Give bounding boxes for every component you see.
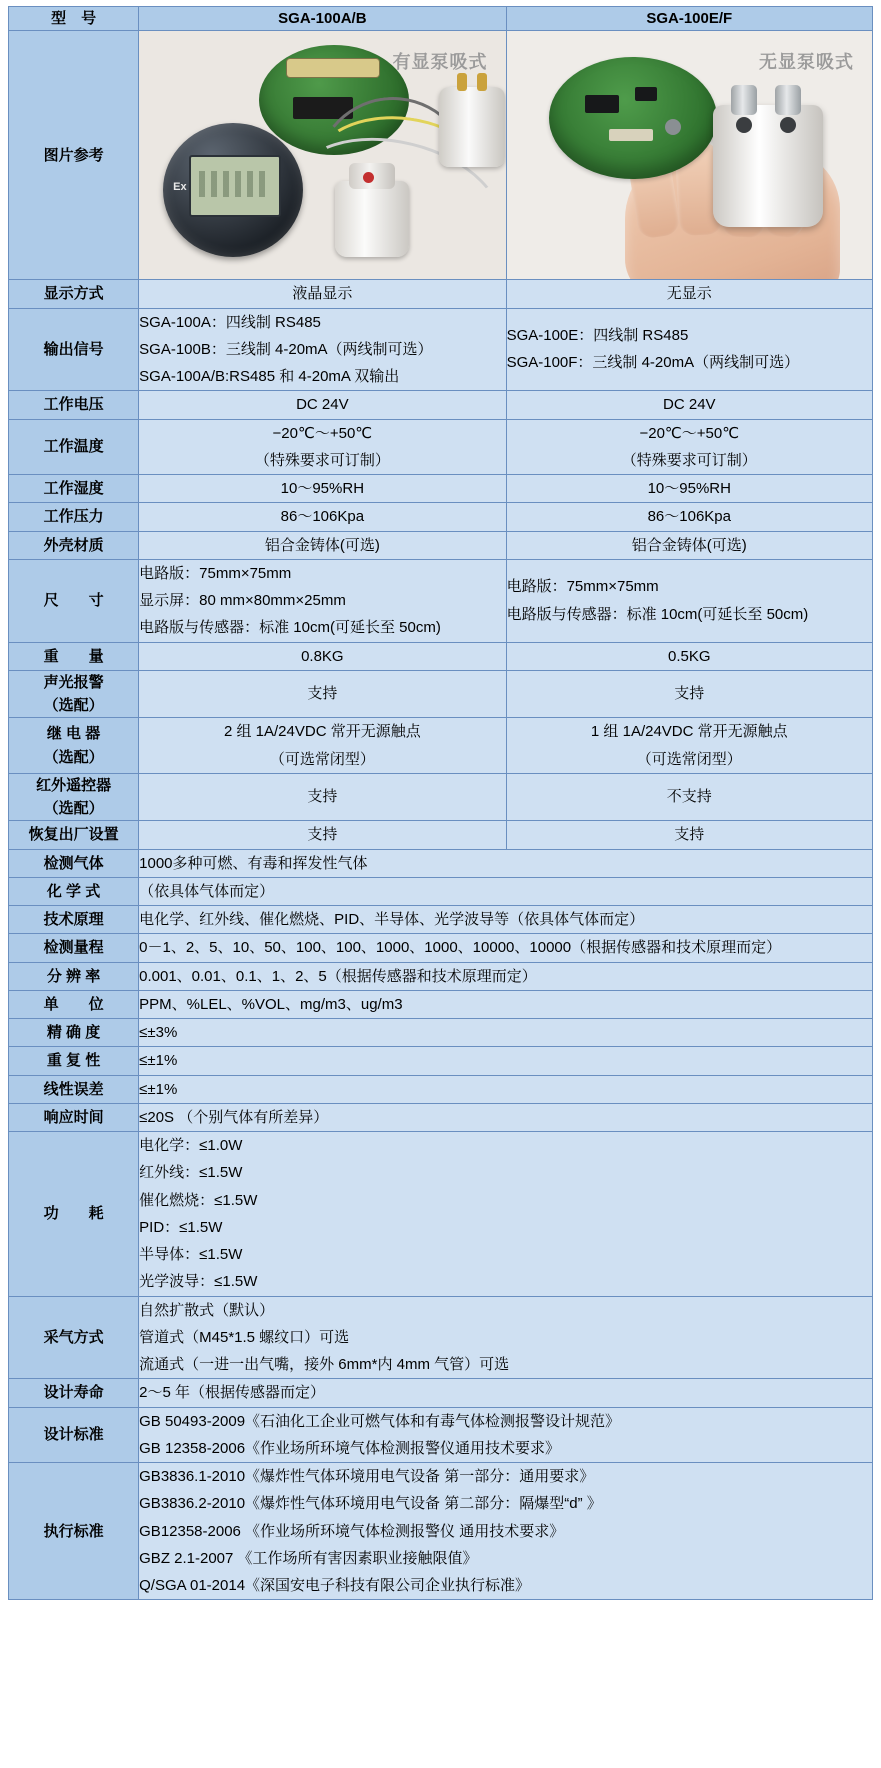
value-line: ≤20S （个别气体有所差异）	[139, 1108, 329, 1126]
row-label: 检测量程	[9, 934, 139, 962]
value-line: 0.001、0.01、0.1、1、2、5（根据传感器和技术原理而定）	[139, 967, 537, 985]
value-line: 铝合金铸体(可选)	[264, 536, 380, 554]
value-line: （可选常闭型）	[269, 750, 375, 768]
cell-value-b	[506, 308, 872, 391]
row-label: 功 耗	[9, 1132, 139, 1297]
cell-value-span	[139, 1103, 873, 1131]
row-label: 尺 寸	[9, 559, 139, 642]
value-line: GB 50493-2009《石油化工企业可燃气体和有毒气体检测报警设计规范》	[139, 1412, 621, 1430]
table-row	[9, 773, 873, 821]
row-label: 重 量	[9, 642, 139, 670]
cell-value-b	[506, 670, 872, 718]
table-row	[9, 31, 873, 280]
row-label-line: 声光报警	[43, 673, 104, 691]
row-label: 显示方式	[9, 280, 139, 308]
value-line: 支持	[674, 826, 705, 844]
table-row	[9, 475, 873, 503]
table-row	[9, 934, 873, 962]
row-label: 工作湿度	[9, 475, 139, 503]
row-label: 外壳材质	[9, 531, 139, 559]
value-line: （特殊要求可订制）	[621, 451, 757, 469]
row-label: 执行标准	[9, 1463, 139, 1600]
cell-value-span	[139, 1379, 873, 1407]
value-line: 无显示	[666, 285, 712, 303]
cell-value-a	[139, 718, 506, 774]
row-label: 单 位	[9, 990, 139, 1018]
value-line: 86～106Kpa	[280, 508, 365, 526]
table-row	[9, 877, 873, 905]
cell-value-a	[139, 821, 506, 849]
row-label: 重 复 性	[9, 1047, 139, 1075]
row-label-line: 红外遥控器	[36, 776, 112, 794]
cell-value-span	[139, 990, 873, 1018]
value-line: 0－1、2、5、10、50、100、100、1000、1000、10000、10000（根据传感器和技术原理而定）	[139, 939, 782, 957]
row-label: 输出信号	[9, 308, 139, 391]
cell-value-a	[139, 531, 506, 559]
cell-value-b	[506, 773, 872, 821]
value-line: ≤±1%	[139, 1052, 178, 1070]
row-label: 图片参考	[9, 31, 139, 280]
table-body	[9, 7, 873, 1600]
cell-value-span	[139, 1047, 873, 1075]
model-column-b: SGA-100E/F	[506, 7, 872, 31]
row-label: 工作电压	[9, 391, 139, 419]
value-line: Q/SGA 01-2014《深国安电子科技有限公司企业执行标准》	[139, 1577, 531, 1594]
value-line: 显示屏：80 mm×80mm×25mm	[139, 592, 346, 609]
product-photo-a	[139, 31, 506, 280]
cell-value-a	[139, 670, 506, 718]
value-line: GB12358-2006 《作业场所环境气体检测报警仪 通用技术要求》	[139, 1522, 565, 1540]
table-row	[9, 1019, 873, 1047]
table-row	[9, 670, 873, 718]
row-label: 恢复出厂设置	[9, 821, 139, 849]
value-line: 支持	[307, 685, 338, 703]
value-line: SGA-100B：三线制 4-20mA（两线制可选）	[139, 340, 433, 358]
cell-value-b	[506, 280, 872, 308]
cell-value-span	[139, 1132, 873, 1297]
cell-value-span	[139, 1296, 873, 1379]
value-line: PPM、%LEL、%VOL、mg/m3、ug/m3	[139, 995, 403, 1013]
cell-value-a	[139, 642, 506, 670]
cell-value-span	[139, 877, 873, 905]
cell-value-b	[506, 531, 872, 559]
table-row	[9, 906, 873, 934]
cell-value-span	[139, 962, 873, 990]
cell-value-b	[506, 821, 872, 849]
photo-caption-a: 有显泵吸式	[392, 52, 488, 73]
table-row	[9, 308, 873, 391]
cell-value-b	[506, 559, 872, 642]
value-line: 铝合金铸体(可选)	[631, 536, 747, 554]
cell-value-a	[139, 773, 506, 821]
value-line: GBZ 2.1-2007 《工作场所有害因素职业接触限值》	[139, 1549, 478, 1567]
value-line: 2～5 年（根据传感器而定）	[139, 1384, 325, 1402]
value-line: （可选常闭型）	[636, 750, 742, 768]
value-line: PID：≤1.5W	[139, 1218, 223, 1236]
row-label: 型 号	[9, 7, 139, 31]
value-line: SGA-100F：三线制 4-20mA（两线制可选）	[506, 354, 800, 372]
value-line: 0.5KG	[668, 647, 711, 665]
table-header-row	[9, 7, 873, 31]
value-line: 1000多种可燃、有毒和挥发性气体	[139, 854, 368, 872]
value-line: 支持	[307, 826, 338, 844]
cell-value-b	[506, 642, 872, 670]
row-label: 分 辨 率	[9, 962, 139, 990]
table-row	[9, 559, 873, 642]
value-line: 不支持	[666, 788, 712, 806]
row-label	[9, 670, 139, 718]
table-row	[9, 280, 873, 308]
specification-table	[8, 6, 873, 1600]
cell-value-b	[506, 419, 872, 475]
cell-value-span	[139, 1463, 873, 1600]
pump-sensor-image	[713, 105, 823, 227]
value-line: 2 组 1A/24VDC 常开无源触点	[223, 723, 421, 741]
row-label: 精 确 度	[9, 1019, 139, 1047]
value-line: 86～106Kpa	[647, 508, 731, 526]
value-line: 10～95%RH	[647, 480, 731, 497]
product-photo-b	[506, 31, 872, 280]
value-line: 支持	[674, 685, 705, 703]
value-line: 管道式（M45*1.5 螺纹口）可选	[139, 1328, 350, 1346]
cell-value-a	[139, 391, 506, 419]
value-line: SGA-100A/B:RS485 和 4-20mA 双输出	[139, 368, 400, 385]
sensor-probe-image	[335, 181, 409, 257]
value-line: GB 12358-2006《作业场所环境气体检测报警仪通用技术要求》	[139, 1439, 561, 1457]
row-label: 工作压力	[9, 503, 139, 531]
cell-value-b	[506, 503, 872, 531]
value-line: 电化学、红外线、催化燃烧、PID、半导体、光学波导等（依具体气体而定）	[139, 911, 645, 928]
value-line: 10～95%RH	[280, 480, 365, 497]
row-label: 设计寿命	[9, 1379, 139, 1407]
cell-value-span	[139, 1075, 873, 1103]
row-label: 工作温度	[9, 419, 139, 475]
table-row	[9, 391, 873, 419]
table-row	[9, 962, 873, 990]
value-line: 支持	[307, 788, 338, 806]
value-line: −20℃～+50℃	[639, 424, 740, 442]
value-line: 1 组 1A/24VDC 常开无源触点	[590, 723, 788, 741]
value-line: 电路版与传感器：标准 10cm(可延长至 50cm)	[139, 619, 441, 637]
value-line: ≤±3%	[139, 1024, 178, 1041]
table-row	[9, 1075, 873, 1103]
row-label	[9, 773, 139, 821]
photo-caption-b: 无显泵吸式	[759, 52, 854, 73]
table-row	[9, 718, 873, 774]
value-line: 0.8KG	[301, 647, 344, 665]
table-row	[9, 1407, 873, 1463]
table-row	[9, 821, 873, 849]
table-row	[9, 531, 873, 559]
row-label: 响应时间	[9, 1103, 139, 1131]
cell-value-span	[139, 1019, 873, 1047]
cell-value-span	[139, 934, 873, 962]
cell-value-a	[139, 475, 506, 503]
value-line: GB3836.2-2010《爆炸性气体环境用电气设备 第二部分：隔爆型“d” 》	[139, 1495, 602, 1513]
row-label: 技术原理	[9, 906, 139, 934]
table-row	[9, 849, 873, 877]
table-row	[9, 419, 873, 475]
value-line: 电路版与传感器：标准 10cm(可延长至 50cm)	[506, 605, 809, 623]
row-label-line: （选配）	[43, 748, 104, 766]
cell-value-a	[139, 559, 506, 642]
row-label: 设计标准	[9, 1407, 139, 1463]
value-line: 电路版：75mm×75mm	[139, 564, 292, 582]
value-line: 自然扩散式（默认）	[139, 1301, 275, 1319]
cell-value-b	[506, 391, 872, 419]
table-row	[9, 1379, 873, 1407]
gold-contact-sensor-image	[439, 87, 505, 167]
table-row	[9, 1132, 873, 1297]
value-line: （依具体气体而定）	[139, 882, 275, 900]
table-row	[9, 503, 873, 531]
value-line: 红外线：≤1.5W	[139, 1164, 243, 1182]
value-line: 电化学：≤1.0W	[139, 1137, 243, 1154]
cell-value-a	[139, 308, 506, 391]
model-column-a: SGA-100A/B	[139, 7, 506, 31]
table-row	[9, 642, 873, 670]
row-label	[9, 718, 139, 774]
row-label: 化 学 式	[9, 877, 139, 905]
value-line: GB3836.1-2010《爆炸性气体环境用电气设备 第一部分：通用要求》	[139, 1468, 595, 1485]
row-label-line: 继 电 器	[46, 725, 101, 743]
row-label-line: （选配）	[43, 697, 104, 714]
value-line: −20℃～+50℃	[272, 424, 373, 442]
row-label-line: （选配）	[43, 800, 104, 817]
table-row	[9, 990, 873, 1018]
cell-value-a	[139, 419, 506, 475]
row-label: 线性误差	[9, 1075, 139, 1103]
value-line: 流通式（一进一出气嘴，接外 6mm*内 4mm 气管）可选	[139, 1356, 510, 1373]
display-meter-image: Ex	[163, 123, 303, 257]
row-label: 采气方式	[9, 1296, 139, 1379]
cell-value-b	[506, 475, 872, 503]
value-line: 电路版：75mm×75mm	[506, 578, 659, 596]
value-line: 光学波导：≤1.5W	[139, 1273, 258, 1291]
table-row	[9, 1296, 873, 1379]
cell-value-b	[506, 718, 872, 774]
cell-value-a	[139, 503, 506, 531]
cell-value-a	[139, 280, 506, 308]
table-row	[9, 1047, 873, 1075]
value-line: 液晶显示	[292, 285, 353, 303]
value-line: 催化燃烧：≤1.5W	[139, 1191, 258, 1209]
value-line: DC 24V	[296, 396, 349, 414]
cell-value-span	[139, 1407, 873, 1463]
row-label: 检测气体	[9, 849, 139, 877]
cell-value-span	[139, 849, 873, 877]
table-row	[9, 1103, 873, 1131]
value-line: SGA-100E：四线制 RS485	[506, 327, 689, 345]
value-line: （特殊要求可订制）	[254, 451, 390, 469]
value-line: ≤±1%	[139, 1080, 178, 1098]
value-line: SGA-100A：四线制 RS485	[139, 313, 321, 331]
table-row	[9, 1463, 873, 1600]
value-line: 半导体：≤1.5W	[139, 1246, 243, 1263]
cell-value-span	[139, 906, 873, 934]
value-line: DC 24V	[663, 396, 716, 414]
circuit-board-image	[549, 57, 717, 179]
